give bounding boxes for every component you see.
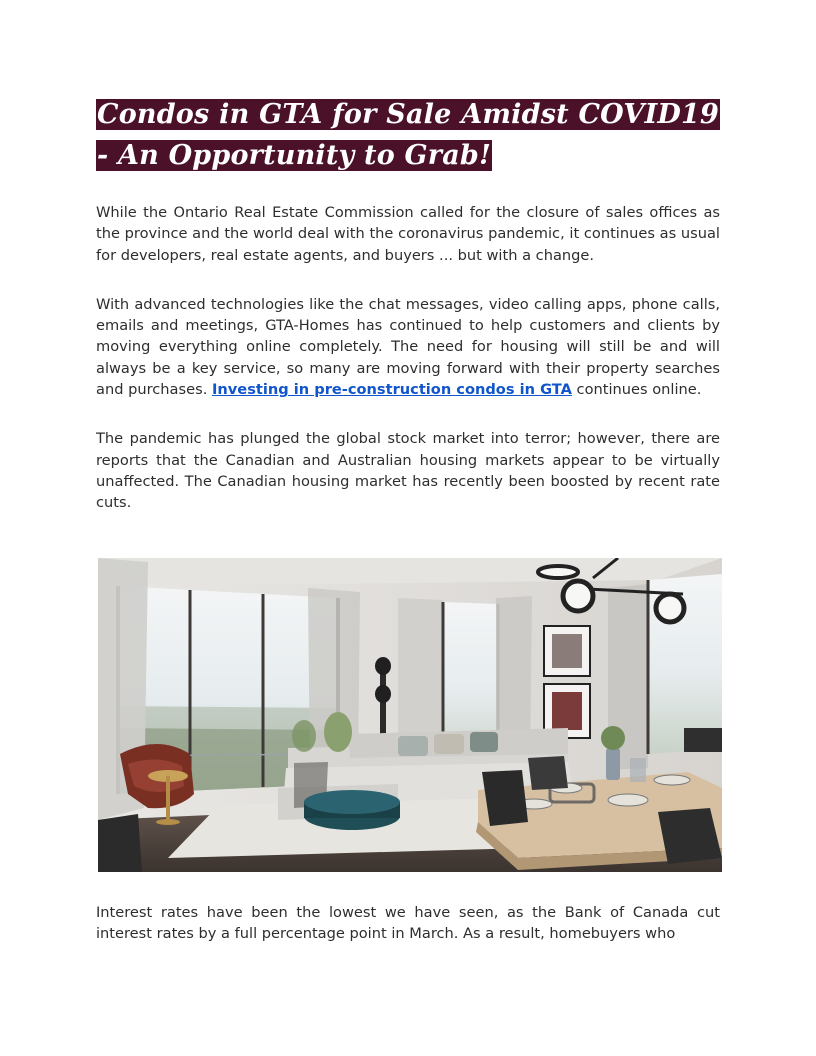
- article-bottom: [96, 902, 720, 945]
- pre-construction-condos-link[interactable]: Investing in pre-construction condos in GTA: [211, 381, 572, 399]
- paragraph-stock-market: The pandemic has plunged the global stock market into terror; however, there are reports that the Canadian and Australian housing markets appear to be virtually unaffected. The Canadian housing market has recently been boosted by recent rate cuts.: [96, 430, 720, 512]
- paragraph-technology: [96, 294, 720, 400]
- condo-interior-photo: [98, 558, 722, 872]
- paragraph-technology-text: With advanced technologies like the chat messages, video calling apps, phone calls, emails and meetings, GTA-Homes has continued to help customers and clients by moving everything online completely. The need for housing will still be and will always be a key service, so many are moving forward with their property searches and purchases.: [96, 295, 720, 399]
- title-highlight: Condos in GTA for Sale Amidst COVID19 - An Opportunity to Grab!: [97, 99, 719, 171]
- article-top: [96, 94, 720, 514]
- paragraph-technology-tail: continues online.: [571, 381, 702, 399]
- paragraph-interest-rates: Interest rates have been the lowest we have seen, as the Bank of Canada cut interest rates by a full percentage point in March. As a result, homebuyers who: [96, 904, 720, 943]
- article-title: [96, 94, 720, 176]
- paragraph-ontario-commission: While the Ontario Real Estate Commission called for the closure of sales offices as the province and the world deal with the coronavirus pandemic, it continues as usual for developers, real estate agents, and buyers ... but with a change.: [96, 204, 720, 264]
